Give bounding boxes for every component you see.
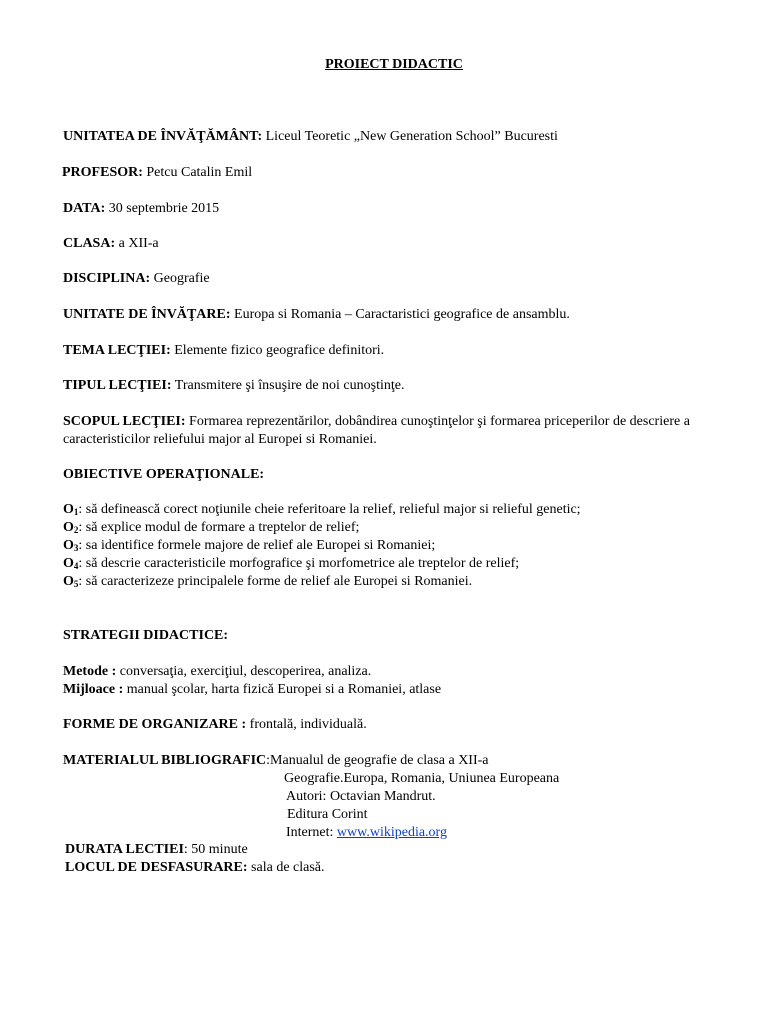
field-unitate-invatare	[63, 306, 570, 324]
field-label: Mijloace :	[63, 682, 124, 697]
field-label: Metode :	[63, 664, 117, 679]
field-data	[63, 200, 219, 218]
field-label: Internet:	[286, 825, 337, 840]
field-bibliografie	[63, 752, 489, 770]
field-label: MATERIALUL BIBLIOGRAFIC	[63, 753, 267, 768]
field-value: sala de clasă.	[247, 860, 325, 875]
bibliografie-line: Editura Corint	[287, 807, 368, 822]
list-item: $O_5$: să caracterizeze principalele forme de relief ale Europei si Romaniei.	[63, 574, 473, 589]
field-value: manual şcolar, harta fizică Europei si a Romaniei, atlase	[123, 682, 442, 697]
field-value: Europa si Romania – Caractaristici geografice de ansamblu.	[234, 307, 570, 322]
field-value: : 50 minute	[183, 842, 248, 857]
field-durata	[65, 841, 248, 859]
field-label: SCOPUL LECŢIEI:	[63, 414, 186, 429]
field-value: frontală, individuală.	[246, 717, 367, 732]
objectives-list	[63, 501, 581, 591]
field-value: Transmitere şi însuşire de noi cunoştinţe.	[174, 378, 405, 393]
wikipedia-link[interactable]: www.wikipedia.org	[336, 825, 447, 840]
strategies-metode	[63, 663, 371, 681]
bibliografie-line: Autori: Octavian Mandrut.	[286, 789, 436, 804]
field-label: TEMA LECŢIEI:	[63, 343, 171, 358]
list-item: $O_3$: sa identifice formele majore de relief ale Europei si Romaniei;	[63, 538, 436, 553]
field-value: Elemente fizico geografice definitori.	[174, 343, 385, 358]
field-profesor	[62, 164, 252, 182]
field-label: DATA:	[63, 201, 106, 216]
field-label: UNITATE DE ÎNVĂŢARE:	[63, 307, 231, 322]
field-clasa	[63, 235, 159, 253]
field-tipul	[63, 377, 404, 395]
field-value: conversaţia, exerciţiul, descoperirea, analiza.	[116, 664, 372, 679]
field-label: FORME DE ORGANIZARE :	[63, 717, 247, 732]
field-locul	[65, 859, 325, 877]
bibliografie-line: Geografie.Europa, Romania, Uniunea Europeana	[284, 771, 560, 786]
field-label: PROFESOR:	[62, 165, 143, 180]
list-item: $O_2$: să explice modul de formare a treptelor de relief;	[63, 520, 360, 535]
field-label: DISCIPLINA:	[63, 271, 151, 286]
list-item: $O_4$: să descrie caracteristicile morfografice şi morfometrice ale treptelor de relief;	[63, 556, 520, 571]
page-title: PROIECT DIDACTIC	[325, 57, 463, 72]
list-item: $O_1$: să definească corect noţiunile cheie referitoare la relief, relieful major si relieful genetic;	[63, 502, 581, 517]
field-value: Geografie	[153, 271, 210, 286]
strategies-mijloace	[63, 681, 441, 699]
field-value: Liceul Teoretic „New Generation School” Bucuresti	[265, 129, 558, 144]
field-value: a XII-a	[118, 236, 159, 251]
field-label: UNITATEA DE ÎNVĂŢĂMÂNT:	[63, 129, 263, 144]
field-label: CLASA:	[63, 236, 116, 251]
strategies-heading: STRATEGII DIDACTICE:	[63, 628, 229, 643]
field-label: DURATA LECTIEI	[65, 842, 184, 857]
field-label: LOCUL DE DESFASURARE:	[65, 860, 248, 875]
field-value: Formarea reprezentărilor, dobândirea cunoştinţelor şi formarea priceperilor de descriere a caracteristicilor reliefului major al Europei si Romaniei.	[63, 414, 690, 447]
bibliografie-internet	[286, 824, 447, 842]
field-value: 30 septembrie 2015	[108, 201, 220, 216]
objectives-heading: OBIECTIVE OPERAŢIONALE:	[63, 467, 265, 482]
field-label: TIPUL LECŢIEI:	[63, 378, 172, 393]
field-value: Petcu Catalin Emil	[146, 165, 253, 180]
field-forme	[63, 716, 367, 734]
field-scopul	[63, 413, 731, 449]
field-tema	[63, 342, 384, 360]
field-disciplina	[63, 270, 210, 288]
field-unitatea	[63, 128, 558, 146]
field-value: :Manualul de geografie de clasa a XII-a	[266, 753, 489, 768]
